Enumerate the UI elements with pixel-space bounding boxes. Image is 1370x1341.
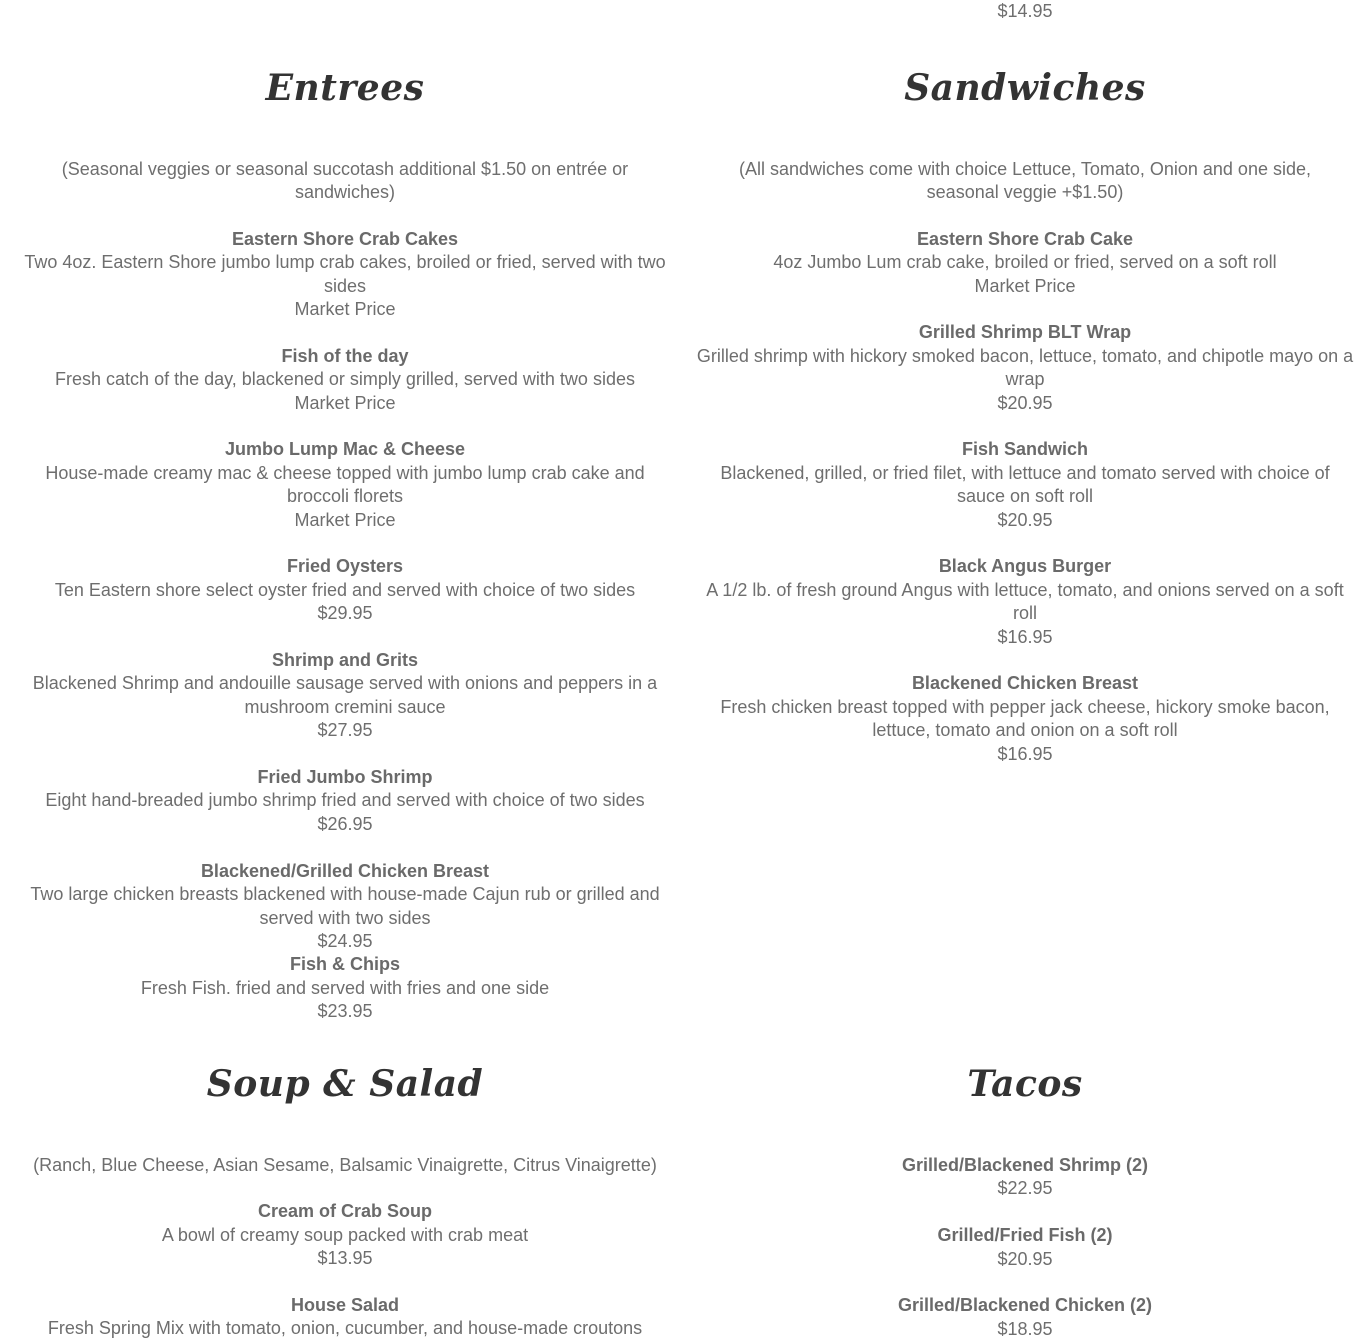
item-price: $13.95 bbox=[317, 1248, 373, 1269]
item-price: Market Price bbox=[294, 392, 396, 413]
item-name: Black Angus Burger bbox=[938, 556, 1112, 577]
item-description: Two 4oz. Eastern Shore jumbo lump crab cakes, broiled or fried, served with two sides bbox=[24, 252, 666, 296]
menu-item bbox=[10, 1200, 680, 1270]
item-description: Fresh Fish. fried and served with fries and one side bbox=[140, 977, 550, 998]
item-name: Shrimp and Grits bbox=[271, 650, 419, 671]
item-name: Fish of the day bbox=[281, 345, 409, 366]
soup-salad-note: (Ranch, Blue Cheese, Asian Sesame, Balsamic Vinaigrette, Citrus Vinaigrette) bbox=[33, 1155, 657, 1175]
item-price: Market Price bbox=[294, 509, 396, 530]
item-price: $16.95 bbox=[997, 626, 1053, 647]
soup-salad-section bbox=[10, 1060, 680, 1341]
item-name: House Salad bbox=[290, 1295, 400, 1316]
menu-item bbox=[690, 1154, 1360, 1201]
item-name: Cream of Crab Soup bbox=[257, 1201, 433, 1222]
previous-item-price: $14.95 bbox=[997, 1, 1053, 21]
entrees-heading: Entrees bbox=[265, 67, 425, 109]
item-description: Fresh catch of the day, blackened or simply grilled, served with two sides bbox=[55, 369, 635, 390]
item-description: Two large chicken breasts blackened with house-made Cajun rub or grilled and served with two sides bbox=[30, 884, 660, 928]
item-description: Fresh chicken breast topped with pepper jack cheese, hickory smoke bacon, lettuce, tomato and onion on a soft roll bbox=[720, 696, 1330, 741]
menu-item bbox=[10, 953, 680, 1023]
item-description: A bowl of creamy soup packed with crab meat bbox=[161, 1224, 529, 1245]
sandwiches-heading: Sandwiches bbox=[904, 67, 1146, 109]
item-description: Blackened Shrimp and andouille sausage served with onions and peppers in a mushroom cremini sauce bbox=[32, 673, 658, 717]
item-description: 4oz Jumbo Lum crab cake, broiled or fried, served on a soft roll bbox=[773, 252, 1277, 273]
sandwiches-list bbox=[690, 228, 1360, 766]
item-price: $26.95 bbox=[317, 813, 373, 834]
item-name: Blackened/Grilled Chicken Breast bbox=[200, 860, 490, 881]
menu-item bbox=[690, 1224, 1360, 1271]
soup-salad-list bbox=[10, 1200, 680, 1340]
item-price: Market Price bbox=[974, 275, 1076, 296]
sandwiches-section bbox=[690, 64, 1360, 766]
item-name: Fish Sandwich bbox=[961, 439, 1089, 460]
menu-item bbox=[10, 1294, 680, 1341]
item-name: Grilled/Blackened Chicken (2) bbox=[897, 1295, 1153, 1316]
item-price: $24.95 bbox=[317, 930, 373, 951]
menu-item bbox=[10, 438, 680, 532]
item-description: Fresh Spring Mix with tomato, onion, cucumber, and house-made croutons bbox=[47, 1318, 643, 1339]
item-name: Eastern Shore Crab Cakes bbox=[231, 228, 459, 249]
item-name: Jumbo Lump Mac & Cheese bbox=[224, 439, 466, 460]
menu-item bbox=[690, 438, 1360, 532]
menu-item bbox=[10, 860, 680, 954]
entrees-section bbox=[10, 64, 680, 1024]
menu-item bbox=[690, 228, 1360, 298]
menu-item bbox=[10, 345, 680, 415]
item-name: Fish & Chips bbox=[289, 954, 400, 975]
tacos-section bbox=[690, 1060, 1360, 1341]
menu-item bbox=[690, 1294, 1360, 1341]
item-price: $23.95 bbox=[317, 1001, 373, 1022]
item-description: Blackened, grilled, or fried filet, with lettuce and tomato served with choice of sauce on soft roll bbox=[720, 462, 1330, 507]
sandwiches-note: (All sandwiches come with choice Lettuce, Tomato, Onion and one side, seasonal veggie +$1.50) bbox=[739, 159, 1311, 203]
menu-item bbox=[10, 649, 680, 743]
menu-item bbox=[690, 672, 1360, 766]
soup-salad-heading: Soup & Salad bbox=[206, 1063, 484, 1105]
item-description: A 1/2 lb. of fresh ground Angus with lettuce, tomato, and onions served on a soft roll bbox=[706, 579, 1344, 624]
menu-item bbox=[690, 321, 1360, 415]
item-name: Grilled/Blackened Shrimp (2) bbox=[901, 1155, 1149, 1175]
tacos-heading: Tacos bbox=[967, 1063, 1083, 1105]
item-name: Fried Jumbo Shrimp bbox=[257, 767, 433, 788]
item-price: $20.95 bbox=[997, 509, 1053, 530]
item-price: $20.95 bbox=[997, 392, 1053, 413]
item-price: $29.95 bbox=[317, 603, 373, 624]
item-price: $22.95 bbox=[997, 1178, 1053, 1199]
menu-item bbox=[10, 766, 680, 836]
item-price: Market Price bbox=[294, 299, 396, 320]
item-name: Eastern Shore Crab Cake bbox=[916, 228, 1134, 249]
item-description: House-made creamy mac & cheese topped with jumbo lump crab cake and broccoli florets bbox=[45, 462, 645, 507]
item-description: Ten Eastern shore select oyster fried and served with choice of two sides bbox=[54, 579, 636, 600]
item-name: Fried Oysters bbox=[286, 556, 404, 577]
menu-item bbox=[690, 555, 1360, 649]
item-name: Grilled/Fried Fish (2) bbox=[937, 1225, 1113, 1246]
entrees-note: (Seasonal veggies or seasonal succotash additional $1.50 on entrée or sandwiches) bbox=[61, 159, 629, 203]
item-price: $20.95 bbox=[997, 1248, 1053, 1269]
menu-item bbox=[10, 228, 680, 322]
item-name: Blackened Chicken Breast bbox=[911, 673, 1139, 694]
item-price: $18.95 bbox=[997, 1318, 1053, 1339]
item-description: Grilled shrimp with hickory smoked bacon, lettuce, tomato, and chipotle mayo on a wrap bbox=[696, 345, 1354, 390]
item-price: $16.95 bbox=[997, 743, 1053, 764]
menu-item bbox=[10, 555, 680, 625]
entrees-list bbox=[10, 228, 680, 954]
item-description: Eight hand-breaded jumbo shrimp fried and served with choice of two sides bbox=[45, 790, 645, 811]
tacos-list bbox=[690, 1154, 1360, 1341]
item-name: Grilled Shrimp BLT Wrap bbox=[918, 322, 1132, 343]
item-price: $27.95 bbox=[317, 720, 373, 741]
